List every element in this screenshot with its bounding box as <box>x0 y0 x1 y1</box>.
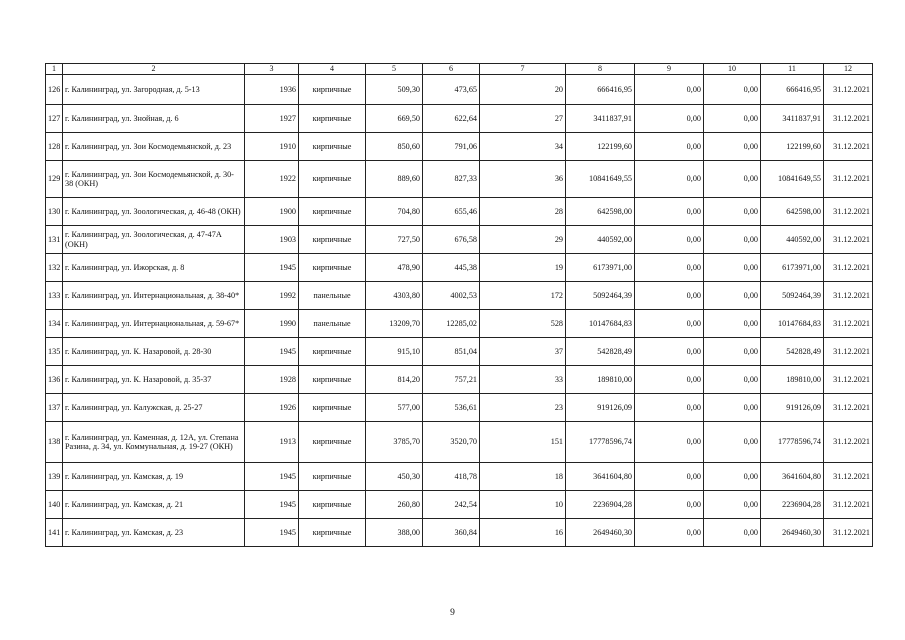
address-cell: г. Калининград, ул. Зои Космодемьянской, д. 23 <box>63 133 245 161</box>
year-cell: 1945 <box>245 463 299 491</box>
value-cell: 0,00 <box>704 422 761 463</box>
row-number: 141 <box>46 519 63 547</box>
column-header: 5 <box>366 64 423 75</box>
column-header: 2 <box>63 64 245 75</box>
total-area-cell: 915,10 <box>366 338 423 366</box>
total-area-cell: 3785,70 <box>366 422 423 463</box>
material-cell: кирпичные <box>299 133 366 161</box>
year-cell: 1945 <box>245 254 299 282</box>
address-cell: г. Калининград, ул. Загородная, д. 5-13 <box>63 75 245 105</box>
material-cell: кирпичные <box>299 491 366 519</box>
material-cell: кирпичные <box>299 338 366 366</box>
living-area-cell: 360,84 <box>423 519 480 547</box>
value-cell: 0,00 <box>704 366 761 394</box>
year-cell: 1903 <box>245 226 299 254</box>
date-cell: 31.12.2021 <box>824 133 873 161</box>
material-cell: панельные <box>299 310 366 338</box>
living-area-cell: 418,78 <box>423 463 480 491</box>
living-area-cell: 473,65 <box>423 75 480 105</box>
table-row <box>46 75 873 105</box>
column-header: 11 <box>761 64 824 75</box>
value-cell: 0,00 <box>635 394 704 422</box>
year-cell: 1926 <box>245 394 299 422</box>
residents-cell: 528 <box>480 310 566 338</box>
total-cost-cell: 122199,60 <box>761 133 824 161</box>
material-cell: кирпичные <box>299 105 366 133</box>
cost-cell: 6173971,00 <box>566 254 635 282</box>
date-cell: 31.12.2021 <box>824 366 873 394</box>
material-cell: кирпичные <box>299 198 366 226</box>
column-header: 12 <box>824 64 873 75</box>
value-cell: 0,00 <box>704 133 761 161</box>
living-area-cell: 851,04 <box>423 338 480 366</box>
total-area-cell: 889,60 <box>366 161 423 198</box>
residents-cell: 18 <box>480 463 566 491</box>
residents-cell: 27 <box>480 105 566 133</box>
row-number: 127 <box>46 105 63 133</box>
value-cell: 0,00 <box>704 282 761 310</box>
row-number: 140 <box>46 491 63 519</box>
value-cell: 0,00 <box>635 254 704 282</box>
cost-cell: 3641604,80 <box>566 463 635 491</box>
row-number: 137 <box>46 394 63 422</box>
total-area-cell: 669,50 <box>366 105 423 133</box>
value-cell: 0,00 <box>635 463 704 491</box>
table-row <box>46 463 873 491</box>
row-number: 129 <box>46 161 63 198</box>
address-cell: г. Калининград, ул. Знойная, д. 6 <box>63 105 245 133</box>
cost-cell: 2236904,28 <box>566 491 635 519</box>
total-cost-cell: 3641604,80 <box>761 463 824 491</box>
row-number: 133 <box>46 282 63 310</box>
total-area-cell: 814,20 <box>366 366 423 394</box>
year-cell: 1945 <box>245 338 299 366</box>
table-row <box>46 198 873 226</box>
total-cost-cell: 542828,49 <box>761 338 824 366</box>
date-cell: 31.12.2021 <box>824 254 873 282</box>
living-area-cell: 676,58 <box>423 226 480 254</box>
column-header: 9 <box>635 64 704 75</box>
date-cell: 31.12.2021 <box>824 226 873 254</box>
value-cell: 0,00 <box>704 161 761 198</box>
year-cell: 1927 <box>245 105 299 133</box>
table-row <box>46 105 873 133</box>
table-row <box>46 161 873 198</box>
value-cell: 0,00 <box>704 491 761 519</box>
cost-cell: 122199,60 <box>566 133 635 161</box>
value-cell: 0,00 <box>635 133 704 161</box>
year-cell: 1928 <box>245 366 299 394</box>
row-number: 139 <box>46 463 63 491</box>
total-cost-cell: 5092464,39 <box>761 282 824 310</box>
value-cell: 0,00 <box>704 105 761 133</box>
address-cell: г. Калининград, ул. Камская, д. 19 <box>63 463 245 491</box>
value-cell: 0,00 <box>635 491 704 519</box>
address-cell: г. Калининград, ул. Зои Космодемьянской, д. 30-38 (ОКН) <box>63 161 245 198</box>
total-cost-cell: 440592,00 <box>761 226 824 254</box>
total-cost-cell: 2236904,28 <box>761 491 824 519</box>
total-area-cell: 13209,70 <box>366 310 423 338</box>
living-area-cell: 12285,02 <box>423 310 480 338</box>
table-row <box>46 282 873 310</box>
residents-cell: 172 <box>480 282 566 310</box>
table-row <box>46 366 873 394</box>
total-area-cell: 727,50 <box>366 226 423 254</box>
value-cell: 0,00 <box>635 519 704 547</box>
year-cell: 1992 <box>245 282 299 310</box>
date-cell: 31.12.2021 <box>824 310 873 338</box>
total-cost-cell: 2649460,30 <box>761 519 824 547</box>
value-cell: 0,00 <box>704 198 761 226</box>
date-cell: 31.12.2021 <box>824 491 873 519</box>
row-number: 138 <box>46 422 63 463</box>
total-area-cell: 509,30 <box>366 75 423 105</box>
date-cell: 31.12.2021 <box>824 75 873 105</box>
value-cell: 0,00 <box>635 226 704 254</box>
cost-cell: 666416,95 <box>566 75 635 105</box>
material-cell: кирпичные <box>299 422 366 463</box>
material-cell: кирпичные <box>299 519 366 547</box>
row-number: 126 <box>46 75 63 105</box>
year-cell: 1945 <box>245 491 299 519</box>
residents-cell: 10 <box>480 491 566 519</box>
address-cell: г. Калининград, ул. Зоологическая, д. 47-47А (ОКН) <box>63 226 245 254</box>
value-cell: 0,00 <box>635 366 704 394</box>
row-number: 132 <box>46 254 63 282</box>
row-number: 131 <box>46 226 63 254</box>
year-cell: 1900 <box>245 198 299 226</box>
total-area-cell: 577,00 <box>366 394 423 422</box>
residents-cell: 23 <box>480 394 566 422</box>
row-number: 128 <box>46 133 63 161</box>
total-area-cell: 4303,80 <box>366 282 423 310</box>
date-cell: 31.12.2021 <box>824 463 873 491</box>
column-header: 3 <box>245 64 299 75</box>
total-cost-cell: 17778596,74 <box>761 422 824 463</box>
table-row <box>46 394 873 422</box>
total-cost-cell: 10147684,83 <box>761 310 824 338</box>
living-area-cell: 242,54 <box>423 491 480 519</box>
table-row <box>46 254 873 282</box>
address-cell: г. Калининград, ул. Камская, д. 21 <box>63 491 245 519</box>
living-area-cell: 622,64 <box>423 105 480 133</box>
total-area-cell: 850,60 <box>366 133 423 161</box>
address-cell: г. Калининград, ул. К. Назаровой, д. 28-30 <box>63 338 245 366</box>
value-cell: 0,00 <box>704 254 761 282</box>
year-cell: 1910 <box>245 133 299 161</box>
address-cell: г. Калининград, ул. Интернациональная, д. 59-67* <box>63 310 245 338</box>
table-row <box>46 310 873 338</box>
total-cost-cell: 642598,00 <box>761 198 824 226</box>
page-number: 9 <box>450 608 455 618</box>
value-cell: 0,00 <box>635 161 704 198</box>
date-cell: 31.12.2021 <box>824 394 873 422</box>
residents-cell: 33 <box>480 366 566 394</box>
cost-cell: 5092464,39 <box>566 282 635 310</box>
cost-cell: 10147684,83 <box>566 310 635 338</box>
address-cell: г. Калининград, ул. Интернациональная, д. 38-40* <box>63 282 245 310</box>
date-cell: 31.12.2021 <box>824 422 873 463</box>
date-cell: 31.12.2021 <box>824 282 873 310</box>
row-number: 136 <box>46 366 63 394</box>
cost-cell: 642598,00 <box>566 198 635 226</box>
cost-cell: 2649460,30 <box>566 519 635 547</box>
date-cell: 31.12.2021 <box>824 338 873 366</box>
value-cell: 0,00 <box>704 226 761 254</box>
residents-cell: 28 <box>480 198 566 226</box>
table-body <box>46 75 873 547</box>
living-area-cell: 445,38 <box>423 254 480 282</box>
cost-cell: 189810,00 <box>566 366 635 394</box>
row-number: 134 <box>46 310 63 338</box>
living-area-cell: 791,06 <box>423 133 480 161</box>
value-cell: 0,00 <box>635 422 704 463</box>
cost-cell: 3411837,91 <box>566 105 635 133</box>
row-number: 130 <box>46 198 63 226</box>
address-cell: г. Калининград, ул. К. Назаровой, д. 35-37 <box>63 366 245 394</box>
year-cell: 1990 <box>245 310 299 338</box>
table-row <box>46 133 873 161</box>
value-cell: 0,00 <box>635 282 704 310</box>
material-cell: кирпичные <box>299 75 366 105</box>
living-area-cell: 655,46 <box>423 198 480 226</box>
row-number: 135 <box>46 338 63 366</box>
total-cost-cell: 666416,95 <box>761 75 824 105</box>
value-cell: 0,00 <box>635 198 704 226</box>
residents-cell: 20 <box>480 75 566 105</box>
cost-cell: 17778596,74 <box>566 422 635 463</box>
year-cell: 1922 <box>245 161 299 198</box>
living-area-cell: 536,61 <box>423 394 480 422</box>
total-area-cell: 388,00 <box>366 519 423 547</box>
value-cell: 0,00 <box>635 105 704 133</box>
date-cell: 31.12.2021 <box>824 105 873 133</box>
residents-cell: 37 <box>480 338 566 366</box>
value-cell: 0,00 <box>704 75 761 105</box>
column-number-row <box>46 64 873 75</box>
material-cell: кирпичные <box>299 161 366 198</box>
table-row <box>46 519 873 547</box>
material-cell: кирпичные <box>299 463 366 491</box>
housing-table <box>45 63 873 547</box>
total-cost-cell: 3411837,91 <box>761 105 824 133</box>
address-cell: г. Калининград, ул. Зоологическая, д. 46-48 (ОКН) <box>63 198 245 226</box>
total-cost-cell: 919126,09 <box>761 394 824 422</box>
year-cell: 1945 <box>245 519 299 547</box>
cost-cell: 440592,00 <box>566 226 635 254</box>
living-area-cell: 4002,53 <box>423 282 480 310</box>
date-cell: 31.12.2021 <box>824 161 873 198</box>
living-area-cell: 827,33 <box>423 161 480 198</box>
address-cell: г. Калининград, ул. Камская, д. 23 <box>63 519 245 547</box>
total-cost-cell: 6173971,00 <box>761 254 824 282</box>
table-row <box>46 491 873 519</box>
material-cell: кирпичные <box>299 366 366 394</box>
address-cell: г. Калининград, ул. Калужская, д. 25-27 <box>63 394 245 422</box>
material-cell: панельные <box>299 282 366 310</box>
date-cell: 31.12.2021 <box>824 519 873 547</box>
residents-cell: 19 <box>480 254 566 282</box>
value-cell: 0,00 <box>635 75 704 105</box>
living-area-cell: 3520,70 <box>423 422 480 463</box>
column-header: 8 <box>566 64 635 75</box>
value-cell: 0,00 <box>635 310 704 338</box>
address-cell: г. Калининград, ул. Ижорская, д. 8 <box>63 254 245 282</box>
date-cell: 31.12.2021 <box>824 198 873 226</box>
material-cell: кирпичные <box>299 254 366 282</box>
column-header: 1 <box>46 64 63 75</box>
value-cell: 0,00 <box>704 463 761 491</box>
column-header: 7 <box>480 64 566 75</box>
column-header: 4 <box>299 64 366 75</box>
residents-cell: 151 <box>480 422 566 463</box>
material-cell: кирпичные <box>299 394 366 422</box>
total-area-cell: 704,80 <box>366 198 423 226</box>
table-row <box>46 422 873 463</box>
total-area-cell: 478,90 <box>366 254 423 282</box>
cost-cell: 919126,09 <box>566 394 635 422</box>
cost-cell: 542828,49 <box>566 338 635 366</box>
total-cost-cell: 189810,00 <box>761 366 824 394</box>
total-area-cell: 450,30 <box>366 463 423 491</box>
residents-cell: 34 <box>480 133 566 161</box>
total-area-cell: 260,80 <box>366 491 423 519</box>
residents-cell: 29 <box>480 226 566 254</box>
column-header: 10 <box>704 64 761 75</box>
residents-cell: 16 <box>480 519 566 547</box>
year-cell: 1936 <box>245 75 299 105</box>
cost-cell: 10841649,55 <box>566 161 635 198</box>
table-row <box>46 226 873 254</box>
value-cell: 0,00 <box>635 338 704 366</box>
address-cell: г. Калининград, ул. Каменная, д. 12А, ул. Степана Разина, д. 34, ул. Коммунальная, д. 19-27 (ОКН) <box>63 422 245 463</box>
value-cell: 0,00 <box>704 310 761 338</box>
material-cell: кирпичные <box>299 226 366 254</box>
value-cell: 0,00 <box>704 394 761 422</box>
value-cell: 0,00 <box>704 519 761 547</box>
living-area-cell: 757,21 <box>423 366 480 394</box>
year-cell: 1913 <box>245 422 299 463</box>
residents-cell: 36 <box>480 161 566 198</box>
total-cost-cell: 10841649,55 <box>761 161 824 198</box>
column-header: 6 <box>423 64 480 75</box>
table-row <box>46 338 873 366</box>
value-cell: 0,00 <box>704 338 761 366</box>
